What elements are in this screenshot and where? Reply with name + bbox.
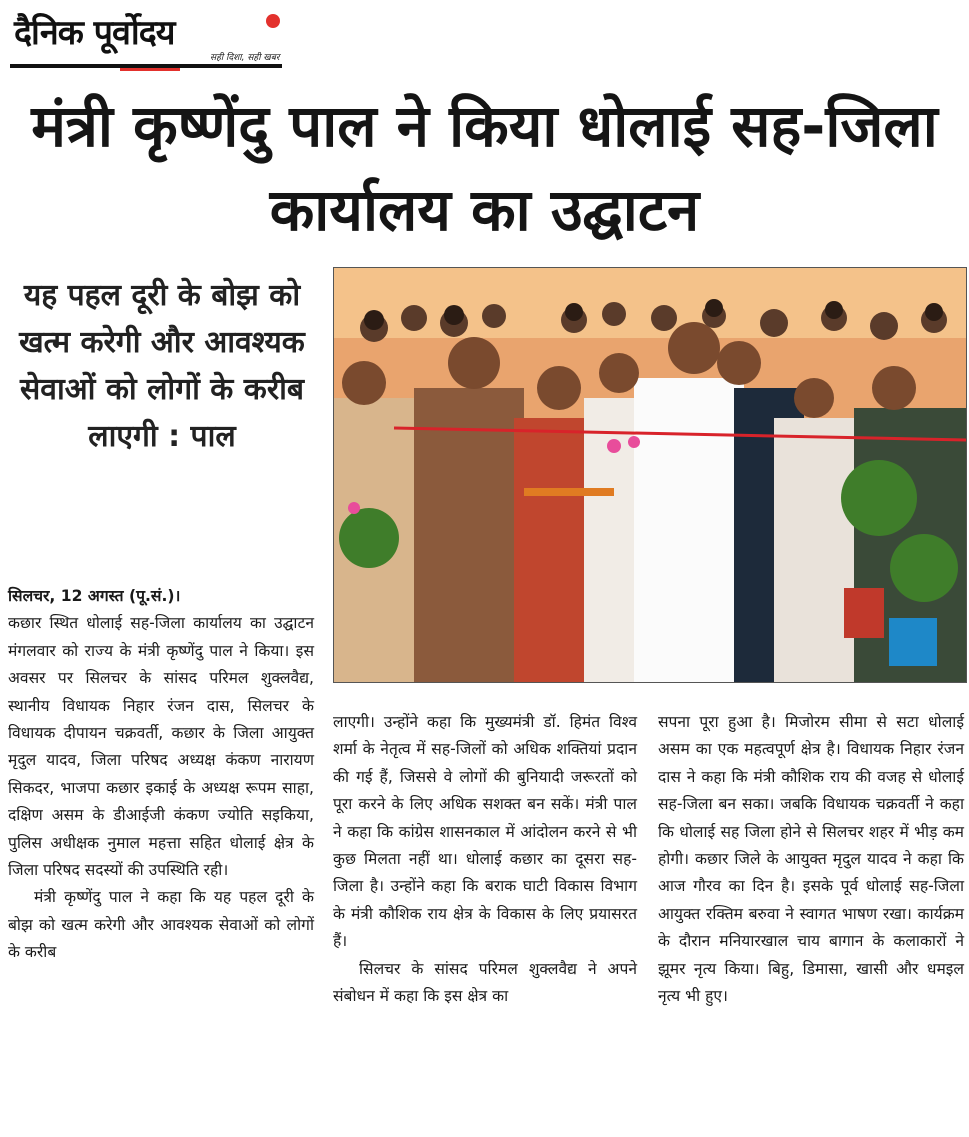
newspaper-name: दैनिक पूर्वोदय: [14, 13, 175, 53]
headline: मंत्री कृष्णेंदु पाल ने किया धोलाई सह-जिला कार्यालय का उद्घाटन: [31, 92, 938, 244]
article-paragraph: कछार स्थित धोलाई सह-जिला कार्यालय का उद्घाटन मंगलवार को राज्य के मंत्री कृष्णेंदु पाल ने किया। इस अवसर पर सिलचर के सांसद परिमल शुक्लवैद्य, स्थानीय विधायक निहार रंजन दास, सिलचर के विधायक दीपायन चक्रवर्ती, कछार के जिला आयुक्त मृदुल यादव, जिला परिषद अध्यक्ष कंकण नारायण सिकदर, भाजपा कछार इकाई के अध्यक्ष रूपम साहा, दक्षिण असम के डीआईजी कंकण ज्योति सइकिया, पुलिस अधीक्षक नुमाल महत्ता सहित धोलाई क्षेत्र के जिला परिषद सदस्यों की उपस्थिति रही।: [8, 614, 314, 880]
article-paragraph: लाएगी। उन्होंने कहा कि मुख्यमंत्री डॉ. हिमंत विश्व शर्मा के नेतृत्व में सह-जिलों को अधिक शक्तियां प्रदान की गई हैं, जिससे वे लोगों की बुनियादी जरूरतों को पूरा करने के लिए अधिक सशक्त बन सकें। मंत्री पाल ने कहा कि कांग्रेस शासनकाल में आंदोलन करने से भी कुछ मिलता नहीं था। धोलाई कछार का दूसरा सह-जिला है। उन्होंने कहा कि बराक घाटी विकास विभाग के मंत्री कौशिक राय क्षेत्र के विकास के लिए प्रयासरत हैं।: [333, 713, 637, 951]
article-column-2: [333, 709, 637, 1010]
inauguration-photo: [333, 267, 967, 683]
masthead-accent-line: [120, 68, 180, 71]
article-paragraph: सपना पूरा हुआ है। मिजोरम सीमा से सटा धोलाई असम का एक महत्वपूर्ण क्षेत्र है। विधायक निहार रंजन दास ने कहा कि मंत्री कौशिक राय की वजह से धोलाई सह-जिला बन सका। जबकि विधायक चक्रवर्ती ने कहा कि धोलाई सह जिला होने से सिलचर शहर में भीड़ कम होगी। कछार जिले के आयुक्त मृदुल यादव ने कहा कि आज गौरव का दिन है। इसके पूर्व धोलाई सह-जिला आयुक्त रक्तिम बरुवा ने स्वागत भाषण रखा। कार्यक्रम के दौरान मनियारखाल चाय बागान के कलाकारों ने झूमर नृत्य किया। बिहु, डिमासा, खासी और धमइल नृत्य भी हुए।: [658, 713, 964, 1006]
article-paragraph: मंत्री कृष्णेंदु पाल ने कहा कि यह पहल दूरी के बोझ को खत्म करेगी और आवश्यक सेवाओं को लोगों के करीब: [8, 888, 314, 962]
masthead-dot-icon: [266, 14, 280, 28]
newspaper-tagline: सही दिशा, सही खबर: [210, 53, 280, 63]
dateline: सिलचर, 12 अगस्त (पू.सं.)।: [8, 587, 181, 605]
article-column-3: [658, 709, 964, 1010]
article-paragraph: सिलचर के सांसद परिमल शुक्लवैद्य ने अपने संबोधन में कहा कि इस क्षेत्र का: [333, 959, 637, 1006]
article-column-1: [8, 583, 314, 967]
subheadline: यह पहल दूरी के बोझ को खत्म करेगी और आवश्यक सेवाओं को लोगों के करीब लाएगी : पाल: [19, 278, 305, 454]
photo-illustration: [334, 268, 966, 682]
masthead: [10, 4, 282, 72]
